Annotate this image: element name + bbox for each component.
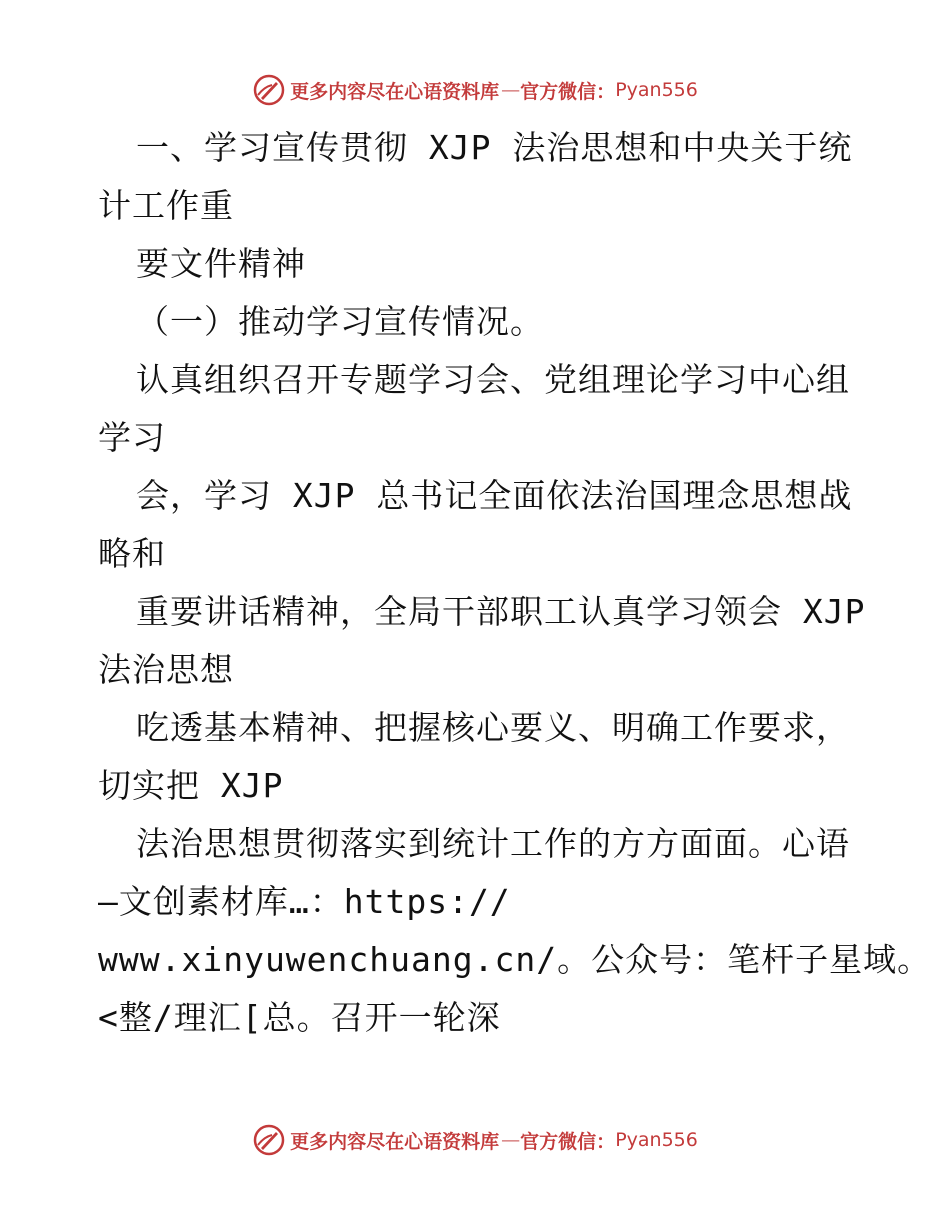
- text-line: 会，学习 XJP 总书记全面依法治国理念思想战: [136, 476, 853, 515]
- header-wechat-id: Pyan556: [615, 79, 698, 101]
- text-line: 认真组织召开专题学习会、党组理论学习中心组: [136, 360, 850, 399]
- footer-watermark-sep: —: [501, 1129, 521, 1151]
- text-line: 要文件精神: [136, 244, 306, 283]
- text-line: 重要讲话精神，全局干部职工认真学习领会 XJP: [136, 592, 866, 631]
- text-line: <整/理汇[总。召开一轮深: [98, 998, 501, 1037]
- text-line: 法治思想贯彻落实到统计工作的方方面面。心语: [136, 824, 850, 863]
- footer-wechat-id: Pyan556: [615, 1129, 698, 1151]
- text-line: www.xinyuwenchuang.cn/。公众号：笔杆子星域。: [98, 940, 932, 979]
- text-line: 学习: [98, 418, 166, 457]
- text-line: （一）推动学习宣传情况。: [136, 302, 544, 341]
- text-line: 吃透基本精神、把握核心要义、明确工作要求，: [136, 708, 850, 747]
- footer-wechat-label: 官方微信：: [520, 1130, 616, 1153]
- text-line: 法治思想: [98, 650, 234, 689]
- text-line: —文创素材库…：https://: [98, 882, 511, 921]
- text-line: 一、学习宣传贯彻 XJP 法治思想和中央关于统: [136, 128, 853, 167]
- footer-watermark: [0, 1120, 950, 1160]
- text-line: 略和: [98, 534, 166, 573]
- header-watermark-text: 更多内容尽在心语资料库: [290, 80, 500, 103]
- header-wechat-label: 官方微信：: [520, 80, 616, 103]
- text-line: 切实把 XJP: [98, 766, 284, 805]
- header-watermark-sep: —: [501, 79, 521, 101]
- quill-logo-icon: [252, 1123, 286, 1157]
- footer-watermark-text: 更多内容尽在心语资料库: [290, 1130, 500, 1153]
- text-line: 计工作重: [98, 186, 234, 225]
